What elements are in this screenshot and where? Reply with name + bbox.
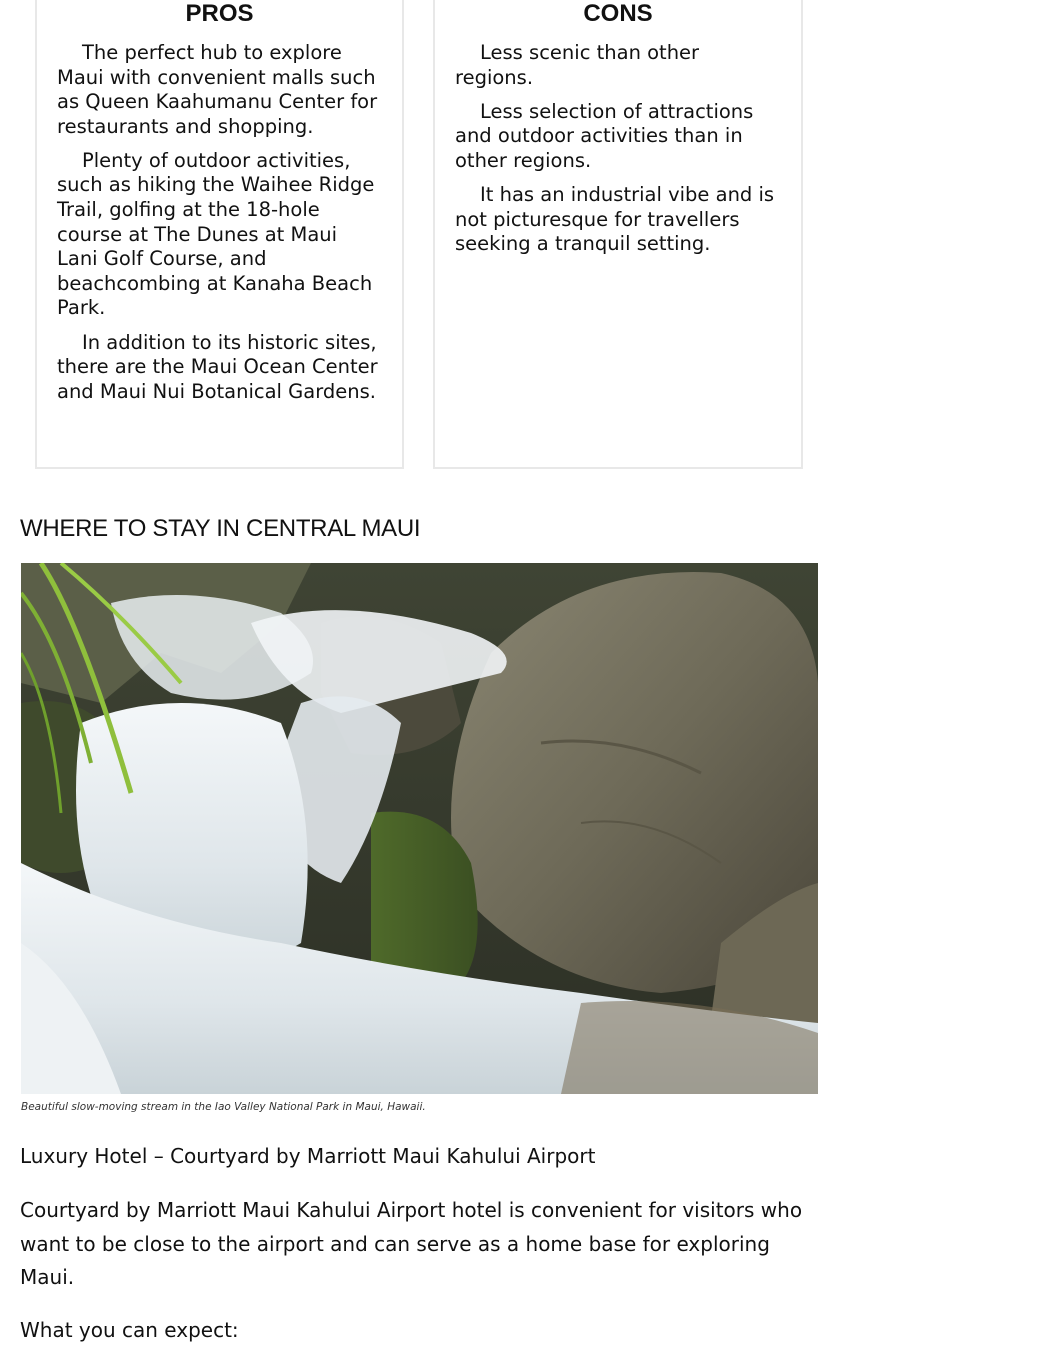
cons-list	[455, 41, 781, 257]
cons-box	[433, 0, 803, 469]
pros-list	[57, 41, 382, 404]
pros-item: In addition to its historic sites, there are the Maui Ocean Center and Maui Nui Botanical Gardens.	[57, 330, 378, 403]
hotel-name: Luxury Hotel – Courtyard by Marriott Maui Kahului Airport	[20, 1144, 596, 1168]
pros-box	[35, 0, 404, 469]
cons-item: Less scenic than other regions.	[455, 41, 700, 89]
pros-item: The perfect hub to explore Maui with convenient malls such as Queen Kaahumanu Center for restaurants and shopping.	[57, 41, 378, 138]
cons-item: Less selection of attractions and outdoor activities than in other regions.	[455, 99, 754, 172]
section-heading: WHERE TO STAY IN CENTRAL MAUI	[20, 515, 421, 542]
cons-item: It has an industrial vibe and is not picturesque for travellers seeking a tranquil setting.	[455, 182, 775, 256]
pros-title: PROS	[185, 0, 254, 27]
cons-title: CONS	[583, 0, 653, 27]
hotel-description: Courtyard by Marriott Maui Kahului Airport hotel is convenient for visitors who want to be close to the airport and can serve as a home base for exploring Maui.	[20, 1198, 803, 1289]
photo-caption: Beautiful slow-moving stream in the Iao Valley National Park in Maui, Hawaii.	[21, 1101, 426, 1113]
expect-label: What you can expect:	[20, 1318, 239, 1342]
pros-item: Plenty of outdoor activities, such as hiking the Waihee Ridge Trail, golfing at the 18-hole course at The Dunes at Maui Lani Golf Course, and beachcombing at Kanaha Beach Park.	[57, 148, 375, 320]
waterfall-photo	[21, 563, 818, 1094]
